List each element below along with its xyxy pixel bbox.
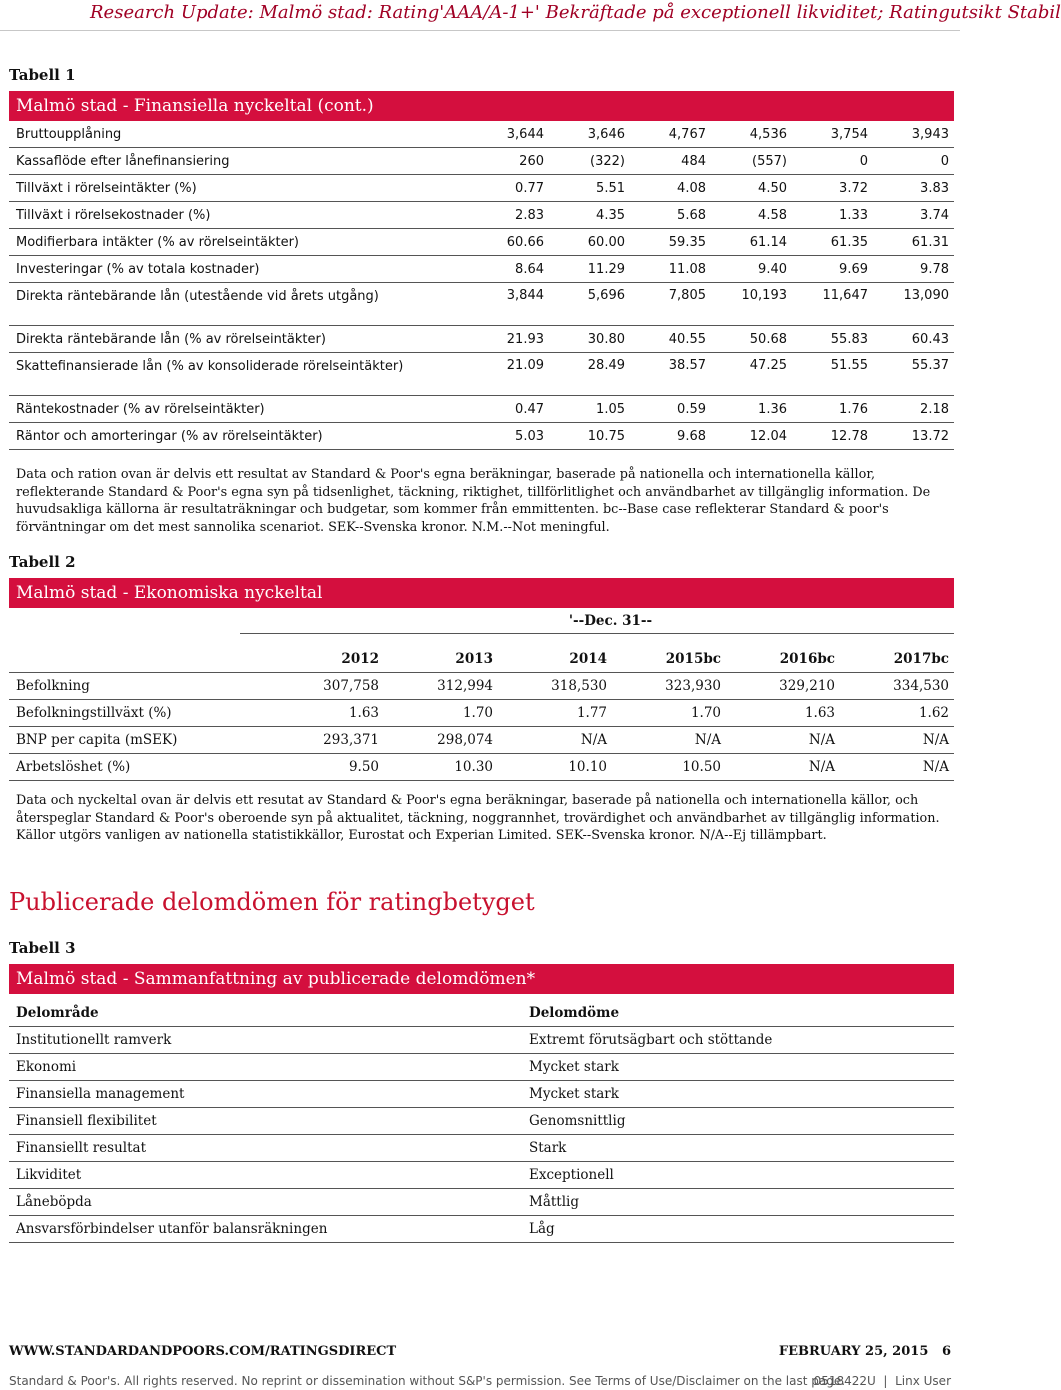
table1-source-note: Data och ration ovan är delvis ett resultat av Standard & Poor's egna beräkningar, baserade på nationella och internationella källor, reflekterande Standard & Poor's egna syn på tidsenlighet, täckning, riktighet, tillförlitlighet och användbarhet av tillgänglig information. De huvudsakliga källorna är resultaträkningar och budgetar, som kommer från emmittenten. bc--Base case reflekterar Standard & poor's förväntningar om det mest sannolika scenariot. SEK--Svenska kronor. N.M.--Not meningful. — [16, 467, 931, 535]
table-row — [9, 1081, 954, 1108]
row-value: 51.55 — [792, 353, 873, 396]
row-value: 1.76 — [792, 396, 873, 423]
sub-area: Finansiellt resultat — [9, 1135, 522, 1162]
row-value: 4.08 — [630, 175, 711, 202]
table-row — [9, 148, 954, 175]
table-row — [9, 1027, 954, 1054]
row-label: Befolkningstillväxt (%) — [9, 700, 269, 727]
row-value: 13.72 — [873, 423, 954, 450]
row-value: N/A — [840, 727, 954, 754]
row-value: 11,647 — [792, 283, 873, 326]
row-value: 38.57 — [630, 353, 711, 396]
row-value: 3,754 — [792, 121, 873, 148]
row-value: 0.47 — [469, 396, 549, 423]
row-value: 9.69 — [792, 256, 873, 283]
sub-area: Ekonomi — [9, 1054, 522, 1081]
sub-area: Ansvarsförbindelser utanför balansräkningen — [9, 1216, 522, 1243]
row-value: N/A — [612, 727, 726, 754]
row-value: 3.74 — [873, 202, 954, 229]
row-value: 55.83 — [792, 326, 873, 353]
row-value: 9.50 — [269, 754, 384, 781]
row-value: 1.70 — [384, 700, 498, 727]
financial-ratios-table — [9, 121, 954, 450]
row-value: 2.83 — [469, 202, 549, 229]
row-value: 1.05 — [549, 396, 630, 423]
table-row — [9, 1162, 954, 1189]
row-value: 1.33 — [792, 202, 873, 229]
table-row — [9, 754, 954, 781]
row-value: 298,074 — [384, 727, 498, 754]
table-row — [9, 423, 954, 450]
row-value: N/A — [840, 754, 954, 781]
sub-area: Finansiella management — [9, 1081, 522, 1108]
year-header: 2012 — [269, 646, 384, 673]
row-label: Modifierbara intäkter (% av rörelseintäkter) — [9, 229, 469, 256]
year-header-row — [9, 646, 954, 673]
row-label: Kassaflöde efter lånefinansiering — [9, 148, 469, 175]
running-header: Research Update: Malmö stad: Rating'AAA/A-1+' Bekräftade på exceptionell likviditet; Ratingutsikt Stabil — [90, 2, 1061, 23]
row-value: 9.68 — [630, 423, 711, 450]
row-value: 21.09 — [469, 353, 549, 396]
row-label: Skattefinansierade lån (% av konsoliderade rörelseintäkter) — [9, 353, 469, 396]
table-row — [9, 396, 954, 423]
row-value: 0 — [873, 148, 954, 175]
row-label: Tillväxt i rörelsekostnader (%) — [9, 202, 469, 229]
table3-title-bar: Malmö stad - Sammanfattning av publicerade delomdömen* — [9, 964, 954, 994]
row-label: Arbetslöshet (%) — [9, 754, 269, 781]
row-value: 9.40 — [711, 256, 792, 283]
row-value: 323,930 — [612, 673, 726, 700]
row-value: 12.04 — [711, 423, 792, 450]
row-value: 5.03 — [469, 423, 549, 450]
sub-score: Extremt förutsägbart och stöttande — [522, 1027, 954, 1054]
row-label: Räntor och amorteringar (% av rörelseintäkter) — [9, 423, 469, 450]
header-rule — [0, 30, 960, 31]
row-value: 61.14 — [711, 229, 792, 256]
table2-source-note: Data och nyckeltal ovan är delvis ett resutat av Standard & Poor's egna beräkningar, baserade på nationella och internationella källor, och återspeglar Standard & Poor's oberoende syn på aktualitet, täckning, noggrannhet, trovärdighet och användbarhet av tillgänglig information. Källor utgörs vanligen av nationella statistikkällor, Eurostat och Experian Limited. SEK--Svenska kronor. N/A--Ej tillämpbart. — [16, 793, 940, 843]
row-label: Bruttoupplåning — [9, 121, 469, 148]
row-value: 5.68 — [630, 202, 711, 229]
year-header: 2016bc — [726, 646, 840, 673]
row-value: 3,943 — [873, 121, 954, 148]
table-row — [9, 175, 954, 202]
column-header: Delomdöme — [522, 1000, 954, 1027]
table-row — [9, 1108, 954, 1135]
row-value: 11.08 — [630, 256, 711, 283]
row-value: 61.31 — [873, 229, 954, 256]
sub-score: Exceptionell — [522, 1162, 954, 1189]
footer-url[interactable]: WWW.STANDARDANDPOORS.COM/RATINGSDIRECT — [9, 1344, 397, 1359]
row-value: 293,371 — [269, 727, 384, 754]
header-spacer — [9, 646, 269, 673]
row-value: 312,994 — [384, 673, 498, 700]
table-row — [9, 202, 954, 229]
sub-score: Mycket stark — [522, 1081, 954, 1108]
period-header: '--Dec. 31-- — [568, 613, 653, 629]
row-value: 8.64 — [469, 256, 549, 283]
row-label: BNP per capita (mSEK) — [9, 727, 269, 754]
year-header: 2014 — [498, 646, 612, 673]
row-value: 11.29 — [549, 256, 630, 283]
row-value: 10.10 — [498, 754, 612, 781]
footer-date-page: FEBRUARY 25, 2015 6 — [778, 1344, 951, 1359]
row-value: 3.83 — [873, 175, 954, 202]
table-row — [9, 283, 954, 326]
row-value: 1.63 — [726, 700, 840, 727]
row-value: N/A — [498, 727, 612, 754]
sub-score: Genomsnittlig — [522, 1108, 954, 1135]
row-value: 60.43 — [873, 326, 954, 353]
row-value: 60.66 — [469, 229, 549, 256]
table-row — [9, 256, 954, 283]
row-value: 484 — [630, 148, 711, 175]
row-label: Direkta räntebärande lån (% av rörelseintäkter) — [9, 326, 469, 353]
row-value: 4,536 — [711, 121, 792, 148]
row-value: 5,696 — [549, 283, 630, 326]
row-value: 329,210 — [726, 673, 840, 700]
row-value: 10.75 — [549, 423, 630, 450]
row-value: 5.51 — [549, 175, 630, 202]
row-value: 3.72 — [792, 175, 873, 202]
row-value: 9.78 — [873, 256, 954, 283]
row-value: 21.93 — [469, 326, 549, 353]
row-value: 1.62 — [840, 700, 954, 727]
row-value: 10,193 — [711, 283, 792, 326]
row-value: 3,644 — [469, 121, 549, 148]
table1-title-bar: Malmö stad - Finansiella nyckeltal (cont.) — [9, 91, 954, 121]
row-value: 13,090 — [873, 283, 954, 326]
table-row — [9, 1216, 954, 1243]
row-value: 10.50 — [612, 754, 726, 781]
column-header: Delområde — [9, 1000, 522, 1027]
row-value: 4.50 — [711, 175, 792, 202]
row-value: 1.36 — [711, 396, 792, 423]
table1-label: Tabell 1 — [9, 66, 76, 84]
row-value: 59.35 — [630, 229, 711, 256]
footer-copyright: Standard & Poor's. All rights reserved. No reprint or dissemination without S&P's permission. See Terms of Use/Disclaimer on the last page. — [9, 1374, 846, 1388]
economic-indicators-table — [9, 646, 954, 781]
row-value: 0 — [792, 148, 873, 175]
table-row — [9, 353, 954, 396]
row-value: 307,758 — [269, 673, 384, 700]
row-value: 260 — [469, 148, 549, 175]
sub-score: Måttlig — [522, 1189, 954, 1216]
row-value: 40.55 — [630, 326, 711, 353]
sub-score: Stark — [522, 1135, 954, 1162]
footer-doc-id: 0518422U | Linx User — [813, 1374, 951, 1388]
sub-scores-table — [9, 1000, 954, 1243]
section-title: Publicerade delomdömen för ratingbetyget — [9, 888, 535, 916]
table-row — [9, 229, 954, 256]
row-value: 7,805 — [630, 283, 711, 326]
table-row — [9, 727, 954, 754]
row-label: Tillväxt i rörelseintäkter (%) — [9, 175, 469, 202]
column-header-row — [9, 1000, 954, 1027]
row-label: Investeringar (% av totala kostnader) — [9, 256, 469, 283]
sub-score: Mycket stark — [522, 1054, 954, 1081]
row-value: 30.80 — [549, 326, 630, 353]
table-row — [9, 1189, 954, 1216]
table2-title-bar: Malmö stad - Ekonomiska nyckeltal — [9, 578, 954, 608]
table-row — [9, 1054, 954, 1081]
row-value: (557) — [711, 148, 792, 175]
row-value: 47.25 — [711, 353, 792, 396]
row-value: 3,844 — [469, 283, 549, 326]
table-row — [9, 1135, 954, 1162]
table2-label: Tabell 2 — [9, 553, 76, 571]
row-value: (322) — [549, 148, 630, 175]
row-value: 55.37 — [873, 353, 954, 396]
year-header: 2013 — [384, 646, 498, 673]
sub-area: Likviditet — [9, 1162, 522, 1189]
row-value: 50.68 — [711, 326, 792, 353]
row-value: 28.49 — [549, 353, 630, 396]
period-header-rule — [240, 633, 954, 634]
sub-area: Finansiell flexibilitet — [9, 1108, 522, 1135]
row-value: N/A — [726, 727, 840, 754]
sub-area: Institutionellt ramverk — [9, 1027, 522, 1054]
row-value: 12.78 — [792, 423, 873, 450]
table3-label: Tabell 3 — [9, 939, 76, 957]
table-row — [9, 326, 954, 353]
row-value: 0.59 — [630, 396, 711, 423]
row-value: 4,767 — [630, 121, 711, 148]
sub-score: Låg — [522, 1216, 954, 1243]
table-row — [9, 700, 954, 727]
row-value: 1.63 — [269, 700, 384, 727]
year-header: 2015bc — [612, 646, 726, 673]
row-label: Räntekostnader (% av rörelseintäkter) — [9, 396, 469, 423]
row-label: Befolkning — [9, 673, 269, 700]
row-value: 1.70 — [612, 700, 726, 727]
row-value: 0.77 — [469, 175, 549, 202]
row-value: 60.00 — [549, 229, 630, 256]
row-value: 334,530 — [840, 673, 954, 700]
row-value: 4.35 — [549, 202, 630, 229]
row-value: 1.77 — [498, 700, 612, 727]
table-row — [9, 673, 954, 700]
table-row — [9, 121, 954, 148]
row-value: 10.30 — [384, 754, 498, 781]
row-value: 318,530 — [498, 673, 612, 700]
row-label: Direkta räntebärande lån (utestående vid årets utgång) — [9, 283, 469, 326]
row-value: 2.18 — [873, 396, 954, 423]
sub-area: Låneböрda — [9, 1189, 522, 1216]
row-value: 3,646 — [549, 121, 630, 148]
year-header: 2017bc — [840, 646, 954, 673]
row-value: 4.58 — [711, 202, 792, 229]
row-value: N/A — [726, 754, 840, 781]
row-value: 61.35 — [792, 229, 873, 256]
